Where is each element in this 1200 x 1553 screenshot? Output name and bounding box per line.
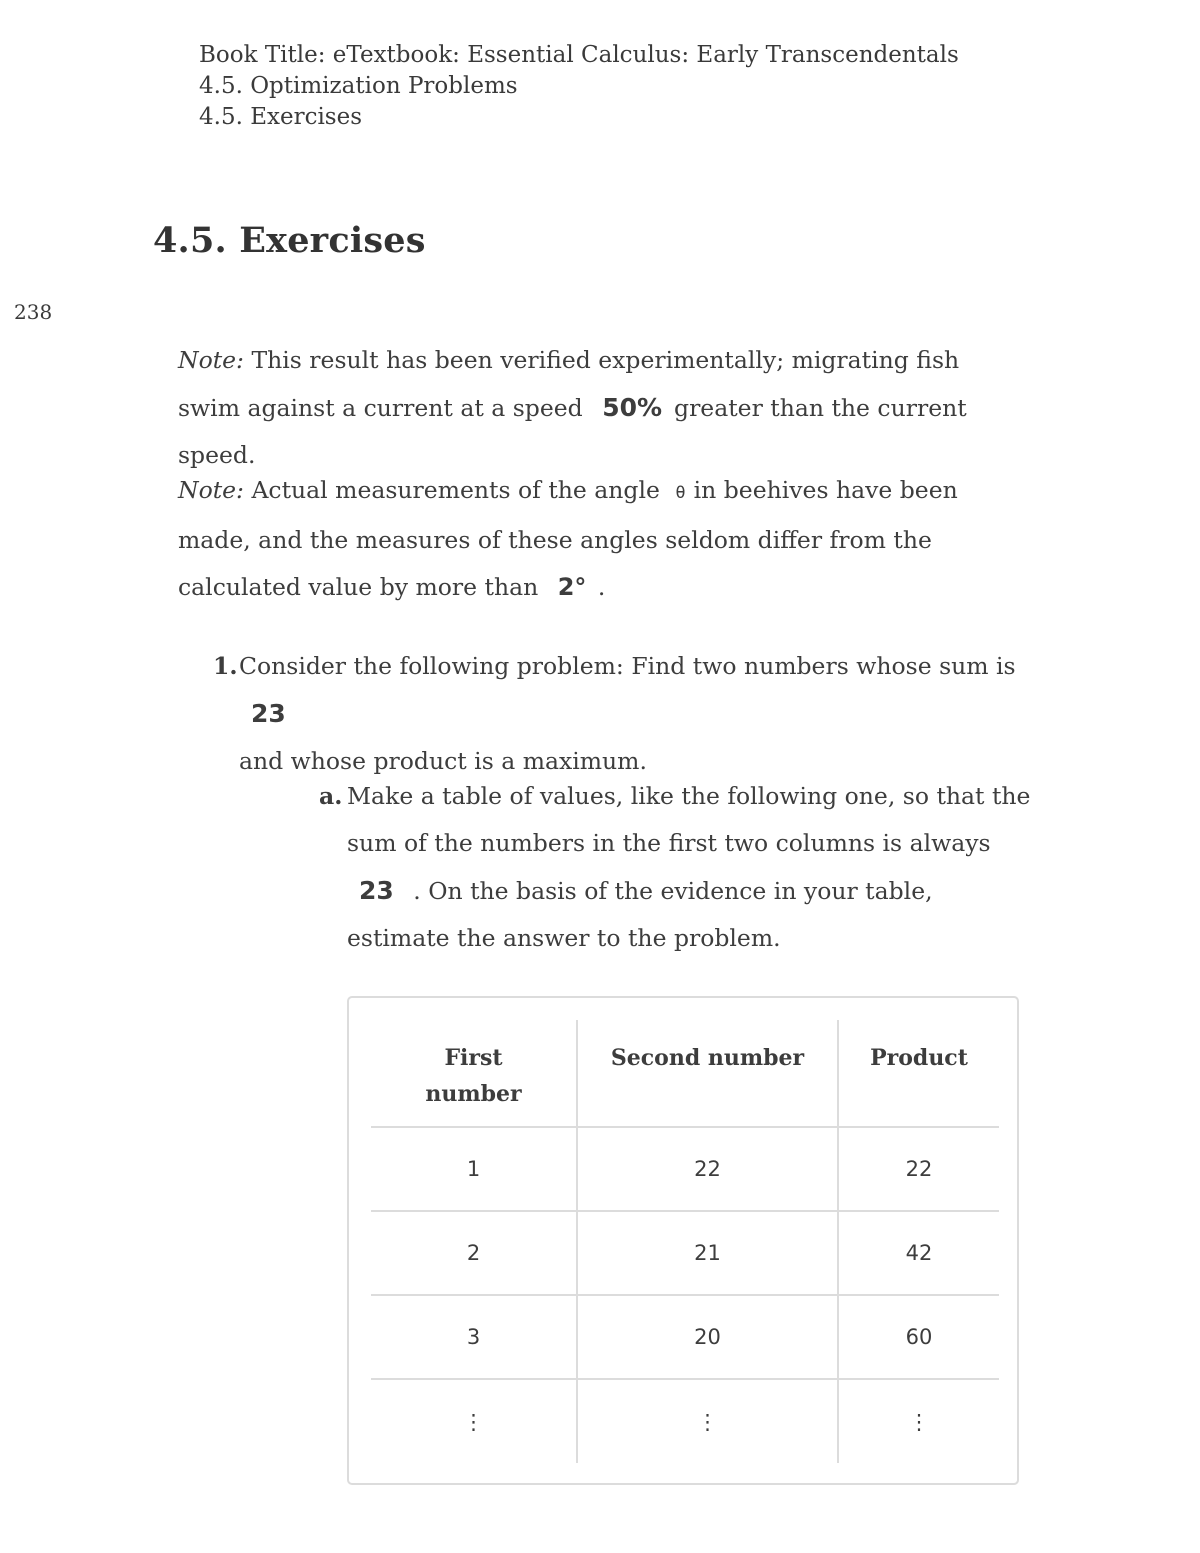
table-cell: 60	[838, 1295, 999, 1379]
table-cell-ellipsis: ⋮	[463, 1409, 484, 1434]
table-row	[371, 1295, 999, 1379]
exercise-text: Consider the following problem: Find two numbers whose sum is	[239, 652, 1016, 680]
exercise-1a	[319, 773, 1039, 962]
math-percent: 50%	[602, 393, 663, 422]
table-cell-ellipsis: ⋮	[577, 1379, 838, 1463]
note-text-after: .	[597, 573, 606, 601]
note-text: Actual measurements of the angle	[243, 476, 660, 504]
breadcrumb-book-title[interactable]: Book Title: eTextbook: Essential Calculus: Early Transcendentals	[199, 42, 959, 68]
table-cell: 2	[371, 1211, 577, 1295]
table-cell: 22	[838, 1127, 999, 1211]
math-sum: 23	[251, 699, 286, 728]
header-first-number: First number	[371, 1020, 577, 1127]
math-sum: 23	[359, 876, 394, 905]
note-text-after: greater than the current speed.	[178, 394, 967, 469]
note-label: Note:	[178, 346, 244, 374]
exercise-1	[213, 643, 1043, 785]
table-cell: 3	[371, 1295, 577, 1379]
note-beehive-angle	[178, 467, 1018, 611]
note-label: Note:	[178, 476, 244, 504]
table-cell: 22	[577, 1127, 838, 1211]
page-title: 4.5. Exercises	[153, 220, 426, 261]
exercise-text-after: and whose product is a maximum.	[239, 747, 647, 775]
page-number: 238	[14, 300, 53, 324]
header-second-number: Second number	[577, 1020, 838, 1127]
table-cell-ellipsis: ⋮	[838, 1379, 999, 1463]
table-row	[371, 1211, 999, 1295]
exercise-number: 1.	[213, 652, 238, 680]
exercise-text-after: . On the basis of the evidence in your table, estimate the answer to the problem.	[347, 877, 933, 952]
table-cell: 42	[838, 1211, 999, 1295]
exercise-letter: a.	[319, 782, 343, 810]
table-header-row	[371, 1020, 999, 1127]
values-table	[371, 1020, 999, 1463]
breadcrumb	[199, 40, 959, 133]
breadcrumb-subsection[interactable]: 4.5. Exercises	[199, 104, 363, 130]
table-row	[371, 1379, 999, 1463]
table-row	[371, 1127, 999, 1211]
breadcrumb-section[interactable]: 4.5. Optimization Problems	[199, 73, 518, 99]
math-degrees: 2°	[557, 573, 587, 601]
note-fish-current	[178, 337, 1018, 479]
note-text-middle: in beehives have been made, and the measures of these angles seldom differ from the calculated value by more than	[178, 476, 958, 601]
table-cell: 21	[577, 1211, 838, 1295]
math-theta: θ	[675, 483, 686, 503]
table-cell: 1	[371, 1127, 577, 1211]
note-text: This result has been verified experimentally; migrating fish swim against a current at a speed	[178, 346, 960, 422]
exercise-text: Make a table of values, like the following one, so that the sum of the numbers in the first two columns is always	[347, 782, 1031, 857]
header-product: Product	[838, 1020, 999, 1127]
values-table-card	[347, 996, 1019, 1485]
table-cell: 20	[577, 1295, 838, 1379]
